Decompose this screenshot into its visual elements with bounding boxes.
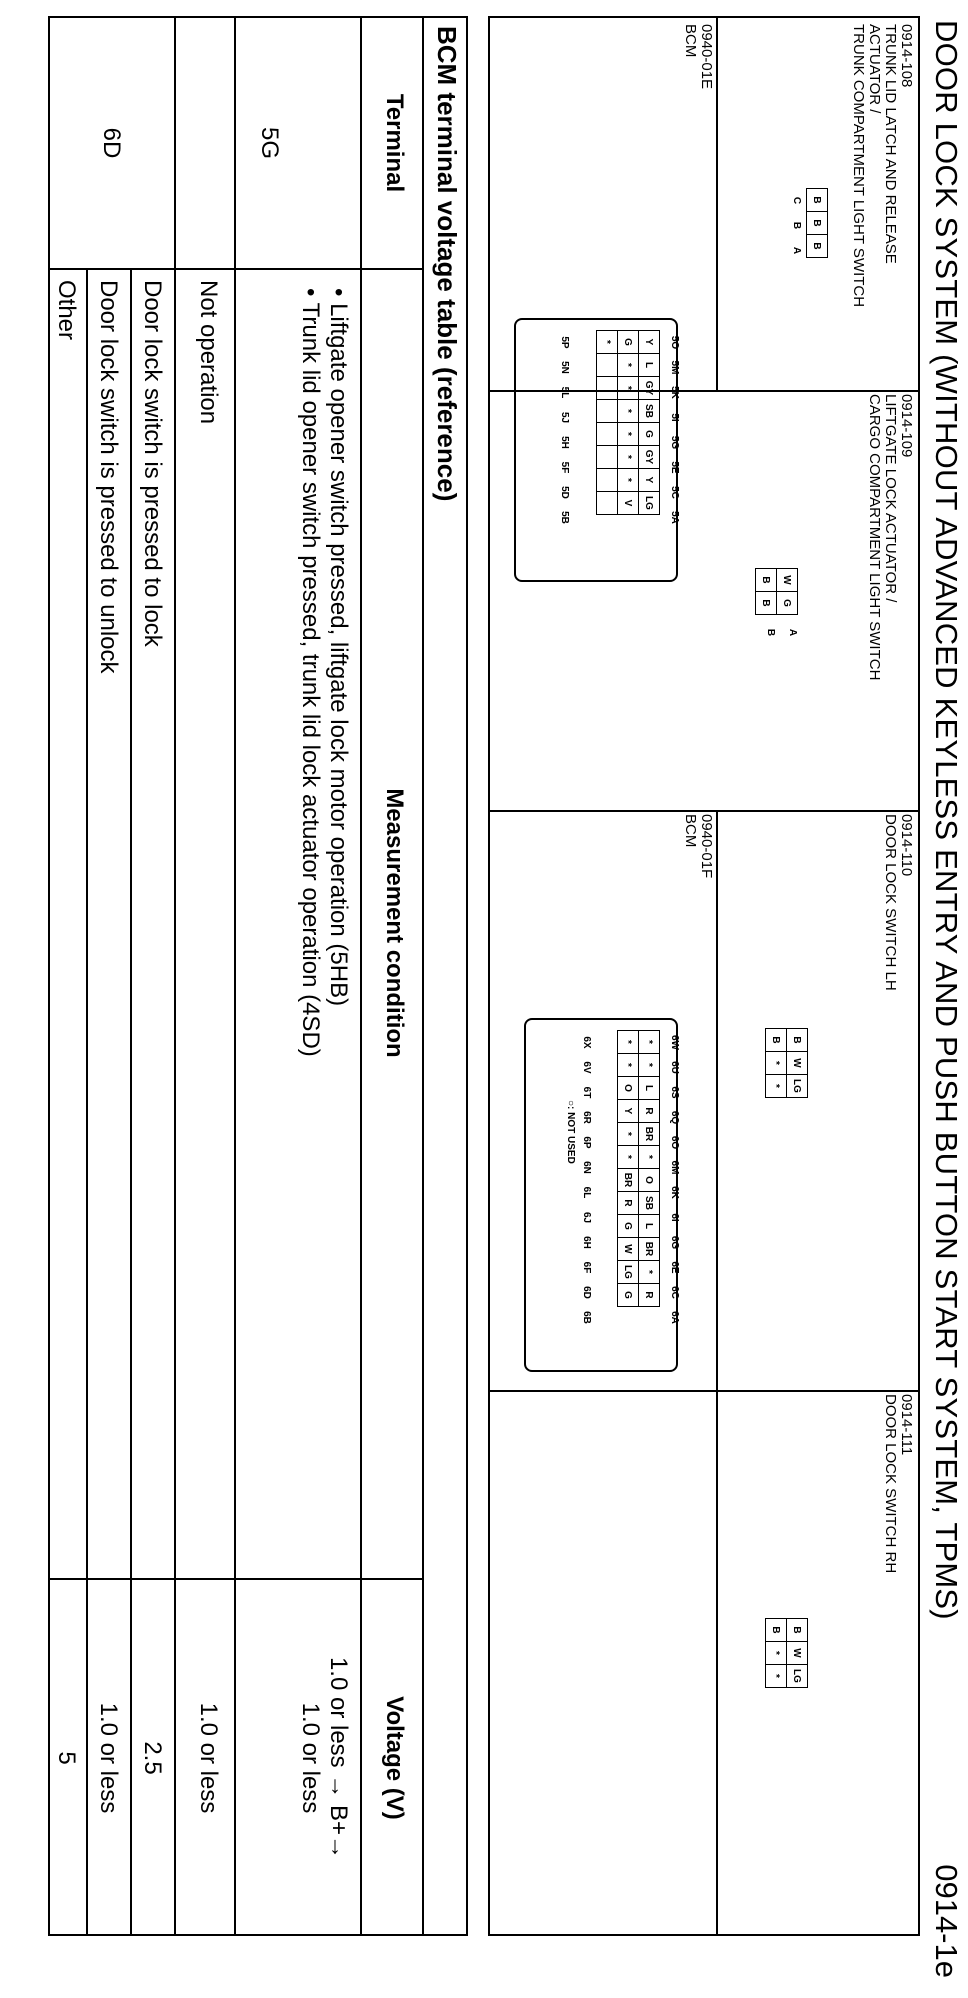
connector-label [866,394,914,680]
pin-cell: B [787,1029,808,1052]
pin-cell: G [639,423,660,446]
pin-cell: G [618,331,639,354]
pin-cell: O [618,1077,639,1100]
pin-cell: BR [639,1123,660,1146]
pin-label: 6B [581,1311,592,1324]
condition-cell: Other [53,280,80,341]
table-title: BCM terminal voltage table (reference) [432,26,462,502]
pin-label: 6M [669,1160,680,1175]
connector-0914-111 [765,1618,808,1688]
divider [490,810,918,812]
connector-code: 0914-109 [898,394,915,458]
pin-cell: B [807,235,828,258]
pin-cell: G [618,1284,639,1307]
pin-cell: R [618,1192,639,1215]
row-divider [360,18,362,1934]
pin-cell: * [766,1642,787,1665]
pin-cell: V [618,492,639,515]
pin-cell: * [618,1146,639,1169]
pin-cell: B [756,592,777,615]
connector-label [882,1394,914,1573]
pin-label: 5P [559,336,570,349]
pin-cell: * [639,1261,660,1284]
pin-label: 5B [559,511,570,524]
pin-label: 6N [581,1161,592,1174]
pin-cell: * [639,1031,660,1054]
connector-name: DOOR LOCK SWITCH RH [882,1394,899,1574]
table-grid [50,18,424,1934]
row-divider [174,18,176,1934]
connector-0914-110 [765,1028,808,1098]
page-number: 0914-1e [929,1864,964,1978]
connector-code: 0914-111 [898,1394,915,1456]
divider [716,810,718,1390]
pin-cell: W [787,1052,808,1075]
connector-name: ACTUATOR / [866,24,883,114]
pin-cell: B [766,1029,787,1052]
pin-label: 5J [559,411,570,424]
pin-cell: * [639,1054,660,1077]
connector-name: BCM [682,814,699,848]
pin-cell: LG [639,492,660,515]
connector-code: 0914-108 [898,24,915,88]
pin-cell: * [618,423,639,446]
page-title: DOOR LOCK SYSTEM (WITHOUT ADVANCED KEYLESS ENTRY AND PUSH BUTTON START SYSTEM, TPMS) [929,20,964,1620]
header-voltage: Voltage (V) [381,1696,408,1820]
pin-cell: W [777,569,798,592]
terminal-cell: 5G [256,126,283,159]
pin-label: 6J [581,1211,592,1224]
pin-label: 6W [669,1035,680,1050]
pin-label: 5M [669,360,680,375]
condition-cell [296,280,352,1570]
connector-label [850,24,914,307]
pin-cell: B [787,1619,808,1642]
divider [716,1390,718,1936]
voltage-cell: 1.0 or less [95,1702,122,1814]
pin-cell: W [618,1238,639,1261]
pin-label: 5O [669,335,680,350]
connector-name: TRUNK LID LATCH AND RELEASE [882,24,899,264]
row-divider [234,18,236,1934]
pin-label: 5L [559,386,570,399]
pin-label: 5D [559,486,570,499]
pin-cell: * [618,446,639,469]
pin-label: B [765,628,776,637]
pin-label: 6Q [669,1110,680,1125]
connector-name: CARGO COMPARTMENT LIGHT SWITCH [866,394,883,681]
pin-cell: * [618,469,639,492]
pin-label: 6P [581,1136,592,1149]
connector-label [682,814,714,878]
divider [490,1390,918,1392]
pin-cell: * [618,400,639,423]
pin-cell: L [639,354,660,377]
pin-label: 6O [669,1135,680,1150]
pin-label: 5C [669,486,680,499]
pin-label: 5E [669,461,680,474]
pin-cell: * [618,354,639,377]
pin-cell: B [756,569,777,592]
pin-cell: * [618,1123,639,1146]
voltage-cell [296,1578,352,1938]
connector-name: BCM [682,24,699,58]
connector-code: 0914-110 [898,814,915,877]
pin-label: 6C [669,1286,680,1299]
voltage-cell: 5 [53,1751,80,1765]
terminal-cell: 6D [98,127,125,159]
condition-cell: Door lock switch is pressed to unlock [95,280,122,674]
pin-cell: Y [639,331,660,354]
pin-label: 5K [669,386,680,399]
pin-label: 6D [581,1286,592,1299]
pin-cell: L [639,1215,660,1238]
pin-label: A [791,246,802,255]
connector-0940-01E [559,330,680,524]
pin-cell: * [597,331,618,354]
pin-cell: GY [639,446,660,469]
pin-cell: * [639,1146,660,1169]
pin-label: 6S [669,1086,680,1099]
pin-cell: G [618,1215,639,1238]
connector-code: 0940-01F [698,814,715,879]
pin-label: 6A [669,1311,680,1324]
pin-cell: BR [639,1238,660,1261]
row-divider [130,268,132,1934]
pin-label: 6I [669,1213,680,1222]
pin-cell: BR [618,1169,639,1192]
header-condition: Measurement condition [381,788,408,1058]
pin-label: 6K [669,1186,680,1199]
voltage-cell: 1.0 or less [195,1702,222,1814]
connector-code: 0940-01E [698,24,715,90]
connector-name: TRUNK COMPARTMENT LIGHT SWITCH [850,24,867,308]
pin-label: C [791,196,802,205]
pin-label: 6V [581,1061,592,1074]
pin-label: 6H [581,1236,592,1249]
pin-label: 6X [581,1036,592,1049]
pin-cell: LG [787,1075,808,1098]
pin-cell: G [777,592,798,615]
connector-0940-01F [565,1030,680,1324]
pin-cell: * [618,377,639,400]
voltage-value: 1.0 or less → B+→ [325,1656,352,1860]
pin-label: 6F [581,1261,592,1274]
pin-cell: W [787,1642,808,1665]
pin-label: 6R [581,1111,592,1124]
connector-name: DOOR LOCK SWITCH LH [882,814,899,991]
pin-label: 6E [669,1261,680,1274]
pin-cell: * [618,1054,639,1077]
not-used-note: ○: NOT USED [565,1100,576,1164]
pin-label: 6G [669,1235,680,1250]
pin-label: 5F [559,461,570,474]
pin-cell: GY [639,377,660,400]
pin-label: 5G [669,435,680,450]
pin-label: B [791,221,802,230]
pin-label: 6T [581,1086,592,1099]
pin-cell: * [766,1075,787,1098]
condition-line: • Trunk lid opener switch pressed, trunk lid lock actuator operation (4SD) [297,288,324,1057]
connector-0914-109 [755,568,798,637]
connector-label [882,814,914,991]
pin-cell: B [766,1619,787,1642]
pin-cell: R [639,1284,660,1307]
pin-cell: * [766,1665,787,1688]
pin-label: 5H [559,436,570,449]
pin-cell: B [807,212,828,235]
pin-cell: O [639,1169,660,1192]
connector-0914-108 [791,188,828,258]
pin-cell: B [807,189,828,212]
condition-cell: Not operation [195,280,222,425]
voltage-table [48,16,468,1936]
pin-label: 5N [559,361,570,374]
header-terminal: Terminal [381,93,408,193]
connector-name: LIFTGATE LOCK ACTUATOR / [882,394,899,603]
pin-label: A [787,628,798,637]
pin-cell: SB [639,400,660,423]
pin-cell: R [639,1100,660,1123]
pin-label: 5A [669,511,680,524]
pin-cell: Y [618,1100,639,1123]
pin-cell: LG [787,1665,808,1688]
pin-label: 6L [581,1186,592,1199]
pin-label: 5I [669,413,680,422]
pin-cell: * [766,1052,787,1075]
condition-cell: Door lock switch is pressed to lock [139,280,166,647]
row-divider [86,268,88,1934]
column-divider [50,268,422,270]
pin-cell: * [618,1031,639,1054]
connector-label [682,24,714,89]
condition-line: • Liftgate opener switch pressed, liftgate lock motor operation (5HB) [325,288,352,1007]
divider [716,18,718,390]
pin-cell: SB [639,1192,660,1215]
connector-panel [488,16,920,1936]
pin-cell: L [639,1077,660,1100]
pin-cell: Y [639,469,660,492]
pin-cell: LG [618,1261,639,1284]
pin-label: 6U [669,1061,680,1074]
voltage-value: 1.0 or less [297,1702,324,1814]
voltage-cell: 2.5 [139,1741,166,1775]
